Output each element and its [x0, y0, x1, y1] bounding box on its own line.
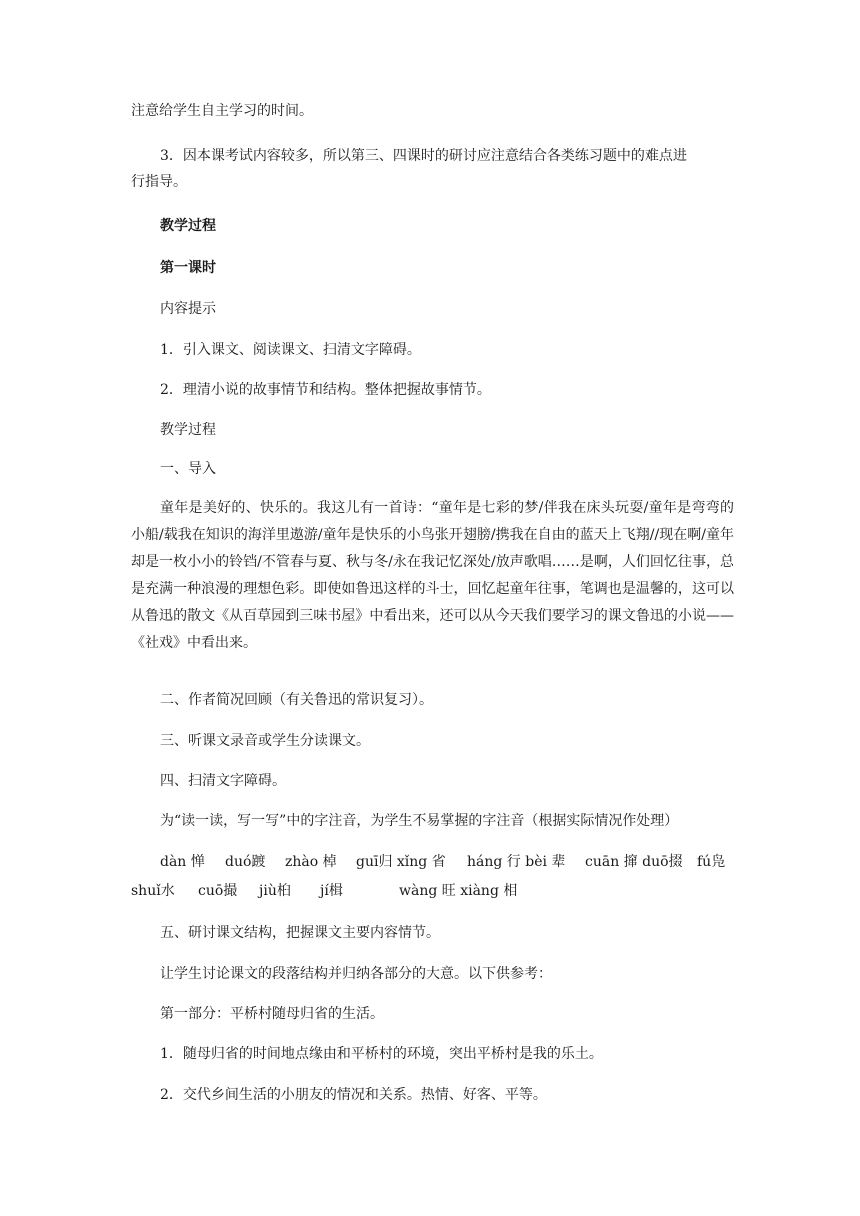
- pinyin-item: dàn 惮: [160, 854, 205, 870]
- text-line: 第一部分：平桥村随母归省的生活。: [160, 1006, 384, 1022]
- pinyin-item: háng 行 bèi 辈: [467, 854, 566, 870]
- text-line: 注意给学生自主学习的时间。: [131, 103, 313, 119]
- text-line: 3．因本课考试内容较多，所以第三、四课时的研讨应注意结合各类练习题中的难点进: [160, 148, 687, 164]
- text-line: 三、听课文录音或学生分读课文。: [160, 733, 370, 749]
- pinyin-item: jí楫: [320, 883, 343, 899]
- text-line: 一、导入: [160, 461, 216, 477]
- pinyin-item: wàng 旺 xiàng 相: [399, 883, 518, 899]
- pinyin-item: cuān 撺 duō掇: [585, 854, 683, 870]
- intro-paragraph: 童年是美好的、快乐的。我这儿有一首诗：“童年是七彩的梦/伴我在床头玩耍/童年是弯弯的小船/载我在知识的海洋里遨游/童年是快乐的小鸟张开翅膀/携我在自由的蓝天上飞翔//现在啊/童年却是一枚小小的铃铛/不管春与夏、秋与冬/永在我记忆深处/放声歌唱……是啊，人们回忆往事，总是充满一种浪漫的理想色彩。即使如鲁迅这样的斗士，回忆起童年往事，笔调也是温馨的，这可以从鲁迅的散文《从百草园到三味书屋》中看出来，还可以从今天我们要学习的课文鲁迅的小说——《社戏》中看出来。: [131, 500, 734, 651]
- text-line: 为“读一读，写一写”中的字注音，为学生不易掌握的字注音（根据实际情况作处理）: [160, 813, 679, 829]
- pinyin-item: duó踱: [225, 854, 266, 870]
- pinyin-item: cuō撮: [198, 883, 238, 899]
- text-line: 四、扫清文字障碍。: [160, 773, 286, 789]
- text-line: 五、研讨课文结构，把握课文主要内容情节。: [160, 925, 440, 941]
- text-line: 2．交代乡间生活的小朋友的情况和关系。热情、好客、平等。: [160, 1087, 547, 1103]
- pinyin-item: shuǐ水: [131, 883, 175, 899]
- pinyin-item: zhào 棹: [285, 854, 337, 870]
- pinyin-item: guī归 xǐng 省: [356, 854, 446, 870]
- text-line: 让学生讨论课文的段落结构并归纳各部分的大意。以下供参考：: [160, 966, 552, 982]
- text-line: 1．随母归省的时间地点缘由和平桥村的环境，突出平桥村是我的乐土。: [160, 1046, 603, 1062]
- section-heading: 第一课时: [160, 260, 216, 276]
- text-line: 内容提示: [160, 301, 216, 317]
- pinyin-item: jiù桕: [259, 883, 291, 899]
- text-line: 行指导。: [131, 174, 187, 190]
- text-line: 二、作者简况回顾（有关鲁迅的常识复习）。: [160, 692, 433, 708]
- text-line: 教学过程: [160, 422, 216, 438]
- section-heading: 教学过程: [160, 218, 216, 234]
- pinyin-item: fú凫: [697, 854, 726, 870]
- text-line: 1．引入课文、阅读课文、扫清文字障碍。: [160, 342, 421, 358]
- text-line: 2．理清小说的故事情节和结构。整体把握故事情节。: [160, 382, 491, 398]
